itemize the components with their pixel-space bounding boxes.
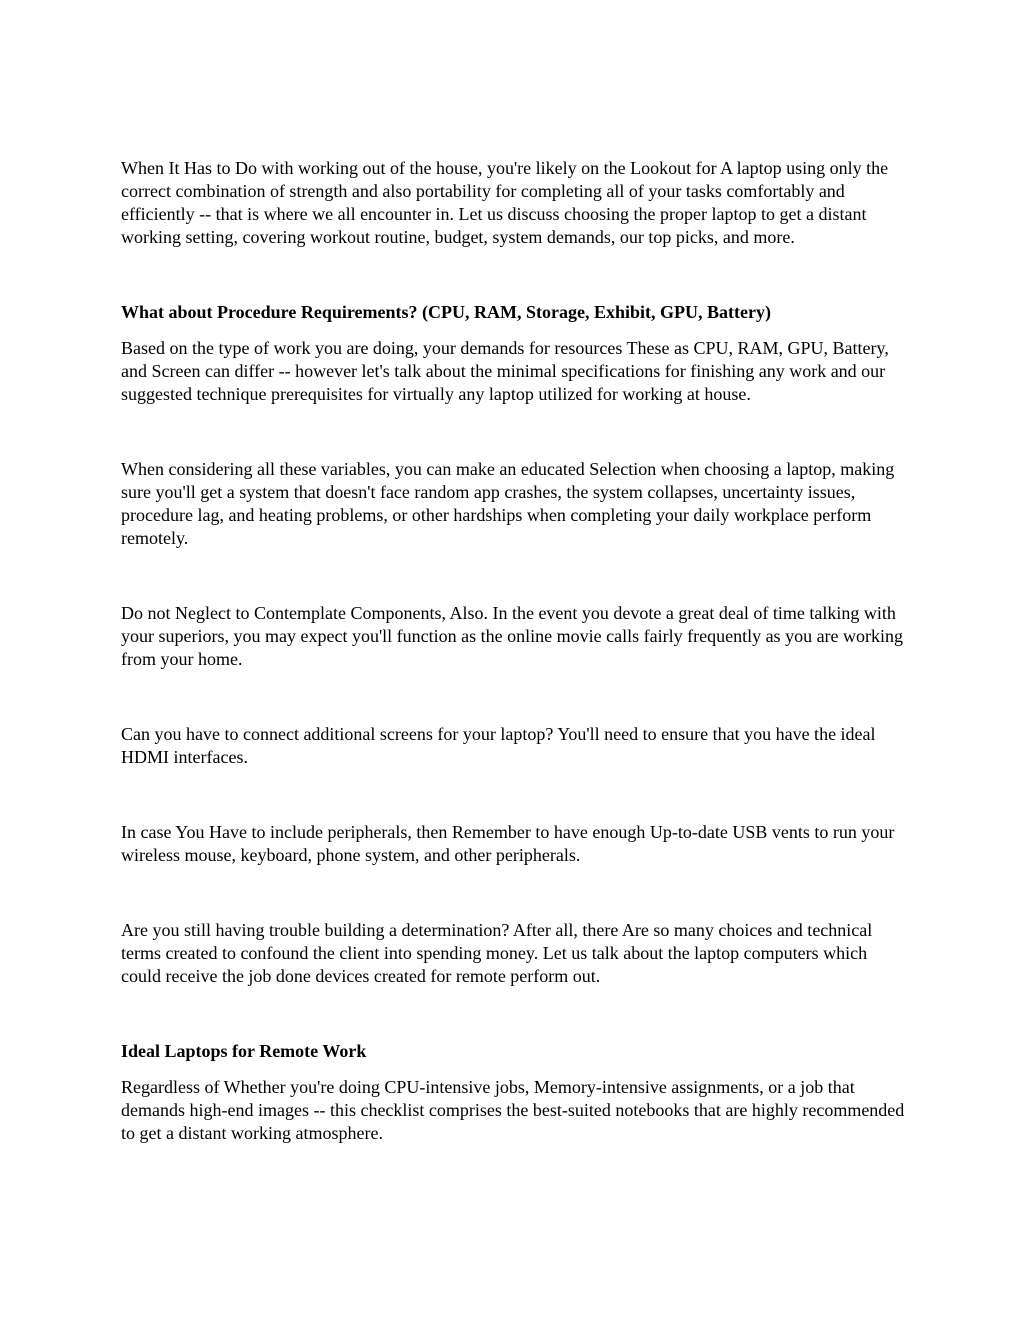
requirements-heading: What about Procedure Requirements? (CPU, RAM, Storage, Exhibit, GPU, Battery) [121, 302, 771, 322]
trouble-paragraph: Are you still having trouble building a determination? After all, there Are so many choices and technical terms created to confound the client into spending money. Let us talk about the laptop computers which could receive the job done devices created for remote perform out. [121, 920, 873, 986]
components-paragraph: Do not Neglect to Contemplate Components, Also. In the event you devote a great deal of time talking with your superiors, you may expect you'll function as the online movie calls fairly frequently as you are working from your home. [121, 603, 904, 669]
requirements-paragraph: Based on the type of work you are doing, your demands for resources These as CPU, RAM, GPU, Battery, and Screen can differ -- however let's talk about the minimal specifications for finishing any work and our suggested technique prerequisites for virtually any laptop utilized for working at house. [121, 338, 889, 404]
intro-paragraph: When It Has to Do with working out of the house, you're likely on the Lookout for A laptop using only the correct combination of strength and also portability for completing all of your tasks comfortably and efficiently -- that is where we all encounter in. Let us discuss choosing the proper laptop to get a distant working setting, covering workout routine, budget, system demands, our top picks, and more. [121, 158, 889, 247]
ideal-laptops-paragraph: Regardless of Whether you're doing CPU-intensive jobs, Memory-intensive assignments, or a job that demands high-end images -- this checklist comprises the best-suited notebooks that are highly recommended to get a distant working atmosphere. [121, 1077, 905, 1143]
variables-paragraph: When considering all these variables, you can make an educated Selection when choosing a laptop, making sure you'll get a system that doesn't face random app crashes, the system collapses, uncertainty issues, procedure lag, and heating problems, or other hardships when completing your daily workplace perform remotely. [121, 459, 895, 548]
screens-paragraph: Can you have to connect additional screens for your laptop? You'll need to ensure that you have the ideal HDMI interfaces. [121, 724, 876, 767]
peripherals-paragraph: In case You Have to include peripherals, then Remember to have enough Up-to-date USB vents to run your wireless mouse, keyboard, phone system, and other peripherals. [121, 822, 895, 865]
ideal-laptops-heading: Ideal Laptops for Remote Work [121, 1041, 367, 1061]
document-body [121, 157, 911, 1145]
